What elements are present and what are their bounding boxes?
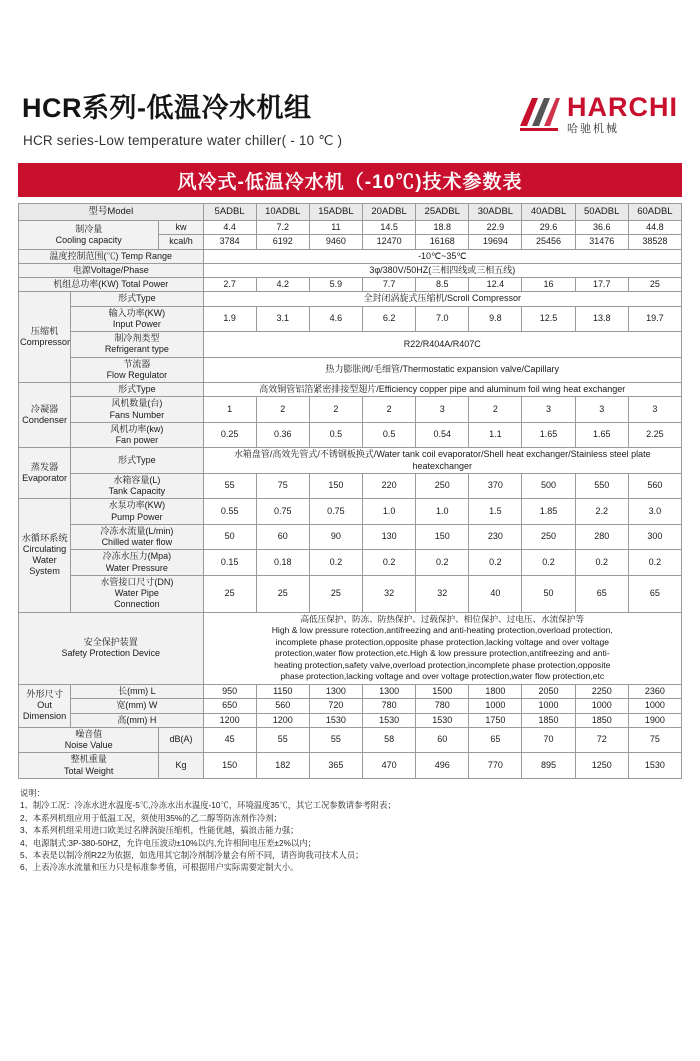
fan-power-value: 0.5 <box>363 422 416 448</box>
label-weight: 整机重量 Total Weight <box>19 753 159 779</box>
row-evaporator-type <box>19 448 682 474</box>
chilled-flow-value: 150 <box>416 524 469 550</box>
group-condenser: 冷凝器 Condenser <box>19 383 71 448</box>
cooling-kcal-value: 12470 <box>363 235 416 249</box>
total-power-value: 17.7 <box>575 278 628 292</box>
total-power-value: 12.4 <box>469 278 522 292</box>
row-flow-regulator <box>19 357 682 383</box>
harchi-logo-icon <box>518 96 560 134</box>
label-evaporator-type: 形式Type <box>71 448 203 474</box>
height-value: 1750 <box>469 713 522 727</box>
group-out-dimension: 外形尺寸 Out Dimension <box>19 685 71 728</box>
page-title: HCR系列-低温冷水机组 <box>22 93 312 123</box>
value-compressor-type: 全封闭涡旋式压缩机/Scroll Compressor <box>203 292 681 306</box>
cooling-kw-value: 36.6 <box>575 221 628 235</box>
notes-title: 说明： <box>20 787 45 798</box>
length-value: 2250 <box>575 685 628 699</box>
weight-value: 182 <box>256 753 309 779</box>
noise-value: 65 <box>469 727 522 753</box>
row-chilled-flow <box>19 524 682 550</box>
pump-power-value: 1.85 <box>522 499 575 525</box>
row-safety-device <box>19 612 682 685</box>
noise-value: 55 <box>309 727 362 753</box>
fans-number-value: 2 <box>469 397 522 423</box>
fan-power-value: 1.65 <box>575 422 628 448</box>
noise-value: 75 <box>628 727 681 753</box>
pipe-connection-value: 25 <box>203 575 256 612</box>
input-power-value: 1.9 <box>203 306 256 332</box>
unit-kcal: kcal/h <box>159 235 203 249</box>
table-header-row <box>19 204 682 221</box>
fans-number-value: 1 <box>203 397 256 423</box>
tank-capacity-value: 55 <box>203 473 256 499</box>
pipe-connection-value: 32 <box>363 575 416 612</box>
pump-power-value: 1.5 <box>469 499 522 525</box>
label-fan-power: 风机功率(kw) Fan power <box>71 422 203 448</box>
length-value: 1500 <box>416 685 469 699</box>
water-pressure-value: 0.2 <box>575 550 628 576</box>
fans-number-value: 2 <box>309 397 362 423</box>
section-banner: 风冷式-低温冷水机（-10℃)技术参数表 <box>18 163 682 197</box>
group-evaporator: 蒸发器 Evaporator <box>19 448 71 499</box>
total-power-value: 16 <box>522 278 575 292</box>
tank-capacity-value: 370 <box>469 473 522 499</box>
pump-power-value: 0.75 <box>256 499 309 525</box>
label-tank-capacity: 水箱容量(L) Tank Capacity <box>71 473 203 499</box>
note-item: 4、电源制式:3P-380-50HZ，允许电压波动±10%以内,允许相间电压差±2%以内； <box>20 837 316 848</box>
label-condenser-type: 形式Type <box>71 383 203 397</box>
unit-kw: kw <box>159 221 203 235</box>
pipe-connection-value: 65 <box>575 575 628 612</box>
label-total-power: 机组总功率(KW) Total Power <box>19 278 204 292</box>
row-cooling-kw <box>19 221 682 235</box>
total-power-value: 2.7 <box>203 278 256 292</box>
length-value: 1800 <box>469 685 522 699</box>
row-total-power <box>19 278 682 292</box>
weight-value: 365 <box>309 753 362 779</box>
value-condenser-type: 高效铜管铝箔紧密排接型翅片/Efficiency copper pipe and aluminum foil wing heat exchanger <box>203 383 681 397</box>
height-value: 1850 <box>522 713 575 727</box>
row-pump-power <box>19 499 682 525</box>
input-power-value: 7.0 <box>416 306 469 332</box>
row-refrigerant <box>19 332 682 358</box>
chilled-flow-value: 130 <box>363 524 416 550</box>
length-value: 950 <box>203 685 256 699</box>
input-power-value: 4.6 <box>309 306 362 332</box>
note-item: 5、本表是以制冷剂R22为依据，如选用其它制冷剂制冷量会有所不同，请咨询我司技术人员； <box>20 850 364 860</box>
fan-power-value: 0.25 <box>203 422 256 448</box>
label-chilled-flow: 冷冻水流量(L/min) Chilled water flow <box>71 524 203 550</box>
cooling-kcal-value: 9460 <box>309 235 362 249</box>
unit-weight: Kg <box>159 753 203 779</box>
model-name: 60ADBL <box>628 204 681 221</box>
width-value: 1000 <box>628 699 681 713</box>
model-name: 25ADBL <box>416 204 469 221</box>
value-safety-device: 高低压保护、防冻、防热保护、过载保护、相位保护、过电压、水流保护等 High & low pressure rotection,antifreezing and anti-heating protection,overload protection, incomplete phase protection,opposite phase protection,lacking voltage and over voltage protection,water flow protection,etc.High & low pressure protection,antifreezing and anti- heating protection,safety valve,overload protection,incomplete phase protection,opposite phase protection,lacking voltage and over voltage protection,water flow protection,etc <box>203 612 681 685</box>
value-temp-range: -10℃~35℃ <box>203 249 681 263</box>
label-fans-number: 风机数量(台) Fans Number <box>71 397 203 423</box>
pump-power-value: 0.55 <box>203 499 256 525</box>
model-name: 15ADBL <box>309 204 362 221</box>
input-power-value: 9.8 <box>469 306 522 332</box>
note-item: 1、制冷工况：冷冻水进水温度-5℃,冷冻水出水温度-10℃，环境温度35℃，其它工况参数请参考附表； <box>20 800 396 811</box>
notes-block <box>18 787 682 874</box>
fan-power-value: 1.1 <box>469 422 522 448</box>
label-refrigerant: 制冷剂类型 Refrigerant type <box>71 332 203 358</box>
note-item: 3、本系列机组采用进口欧美过名牌涡旋压缩机，性能优越，搞浪击能力强； <box>20 825 299 836</box>
row-condenser-type <box>19 383 682 397</box>
weight-value: 770 <box>469 753 522 779</box>
weight-value: 895 <box>522 753 575 779</box>
note-item: 6、上表冷冻水流量和压力只是标准参考值，可根据用户实际需要定制大小。 <box>20 862 299 873</box>
group-cooling-capacity: 制冷量 Cooling capacity <box>19 221 159 250</box>
group-compressor: 压缩机 Compressor <box>19 292 71 383</box>
fan-power-value: 0.54 <box>416 422 469 448</box>
label-noise: 噪音值 Noise Value <box>19 727 159 753</box>
label-height: 高(mm) H <box>71 713 203 727</box>
row-noise <box>19 727 682 753</box>
brand-subname: 哈驰机械 <box>567 123 619 135</box>
spec-table <box>18 203 682 779</box>
height-value: 1530 <box>363 713 416 727</box>
noise-value: 70 <box>522 727 575 753</box>
height-value: 1200 <box>256 713 309 727</box>
model-name: 40ADBL <box>522 204 575 221</box>
width-value: 780 <box>363 699 416 713</box>
label-input-power: 输入功率(KW) Input Power <box>71 306 203 332</box>
total-power-value: 8.5 <box>416 278 469 292</box>
note-item: 2、本系列机组应用于低温工况，须使用35%的乙二醇等防冻剂作冷剂； <box>20 812 282 823</box>
pipe-connection-value: 25 <box>256 575 309 612</box>
brand-logo <box>518 94 678 135</box>
value-flow-regulator: 热力膨胀阀/毛细管/Thermostatic expansion valve/Capillary <box>203 357 681 383</box>
cooling-kw-value: 11 <box>309 221 362 235</box>
cooling-kw-value: 14.5 <box>363 221 416 235</box>
label-pipe-connection: 水管接口尺寸(DN) Water Pipe Connection <box>71 575 203 612</box>
label-temp-range: 温度控制范围(℃) Temp Range <box>19 249 204 263</box>
input-power-value: 3.1 <box>256 306 309 332</box>
width-value: 560 <box>256 699 309 713</box>
fan-power-value: 2.25 <box>628 422 681 448</box>
noise-value: 72 <box>575 727 628 753</box>
row-fans-number <box>19 397 682 423</box>
value-evaporator-type: 水箱盘管/高效先管式/不锈钢板换式/Water tank coil evaporator/Shell heat exchanger/Stainless steel plate heatexchanger <box>203 448 681 474</box>
fans-number-value: 2 <box>363 397 416 423</box>
water-pressure-value: 0.2 <box>628 550 681 576</box>
fans-number-value: 3 <box>575 397 628 423</box>
pump-power-value: 2.2 <box>575 499 628 525</box>
width-value: 720 <box>309 699 362 713</box>
spec-table-body <box>19 204 682 779</box>
input-power-value: 6.2 <box>363 306 416 332</box>
pipe-connection-value: 65 <box>628 575 681 612</box>
width-value: 650 <box>203 699 256 713</box>
width-value: 1000 <box>575 699 628 713</box>
row-voltage <box>19 263 682 277</box>
value-refrigerant: R22/R404A/R407C <box>203 332 681 358</box>
fans-number-value: 3 <box>522 397 575 423</box>
row-height <box>19 713 682 727</box>
tank-capacity-value: 220 <box>363 473 416 499</box>
length-value: 1150 <box>256 685 309 699</box>
cooling-kcal-value: 25456 <box>522 235 575 249</box>
label-pump-power: 水泵功率(KW) Pump Power <box>71 499 203 525</box>
total-power-value: 7.7 <box>363 278 416 292</box>
chilled-flow-value: 280 <box>575 524 628 550</box>
width-value: 1000 <box>469 699 522 713</box>
weight-value: 1250 <box>575 753 628 779</box>
water-pressure-value: 0.15 <box>203 550 256 576</box>
pump-power-value: 0.75 <box>309 499 362 525</box>
cooling-kcal-value: 6192 <box>256 235 309 249</box>
chilled-flow-value: 300 <box>628 524 681 550</box>
chilled-flow-value: 230 <box>469 524 522 550</box>
total-power-value: 25 <box>628 278 681 292</box>
cooling-kw-value: 7.2 <box>256 221 309 235</box>
chilled-flow-value: 90 <box>309 524 362 550</box>
page-subtitle: HCR series-Low temperature water chiller( - 10 ℃ ) <box>23 133 343 148</box>
pipe-connection-value: 40 <box>469 575 522 612</box>
fans-number-value: 2 <box>256 397 309 423</box>
chilled-flow-value: 50 <box>203 524 256 550</box>
model-name: 50ADBL <box>575 204 628 221</box>
water-pressure-value: 0.2 <box>363 550 416 576</box>
height-value: 1530 <box>309 713 362 727</box>
label-length: 长(mm) L <box>71 685 203 699</box>
cooling-kw-value: 44.8 <box>628 221 681 235</box>
pipe-connection-value: 50 <box>522 575 575 612</box>
row-length <box>19 685 682 699</box>
label-width: 宽(mm) W <box>71 699 203 713</box>
chilled-flow-value: 250 <box>522 524 575 550</box>
input-power-value: 19.7 <box>628 306 681 332</box>
height-value: 1900 <box>628 713 681 727</box>
group-water-system: 水循环系统 Circulating Water System <box>19 499 71 612</box>
document-page <box>0 86 700 874</box>
cooling-kw-value: 29.6 <box>522 221 575 235</box>
pump-power-value: 1.0 <box>416 499 469 525</box>
label-safety-device: 安全保护装置 Safety Protection Device <box>19 612 204 685</box>
water-pressure-value: 0.2 <box>469 550 522 576</box>
fans-number-value: 3 <box>416 397 469 423</box>
tank-capacity-value: 550 <box>575 473 628 499</box>
pipe-connection-value: 25 <box>309 575 362 612</box>
tank-capacity-value: 75 <box>256 473 309 499</box>
tank-capacity-value: 560 <box>628 473 681 499</box>
water-pressure-value: 0.18 <box>256 550 309 576</box>
cooling-kcal-value: 19694 <box>469 235 522 249</box>
row-tank-capacity <box>19 473 682 499</box>
height-value: 1200 <box>203 713 256 727</box>
row-compressor-type <box>19 292 682 306</box>
label-voltage: 电源Voltage/Phase <box>19 263 204 277</box>
total-power-value: 4.2 <box>256 278 309 292</box>
value-voltage: 3φ/380V/50HZ(三相四线或三相五线) <box>203 263 681 277</box>
noise-value: 60 <box>416 727 469 753</box>
row-water-pressure <box>19 550 682 576</box>
length-value: 1300 <box>309 685 362 699</box>
label-compressor-type: 形式Type <box>71 292 203 306</box>
row-weight <box>19 753 682 779</box>
length-value: 2050 <box>522 685 575 699</box>
cooling-kcal-value: 31476 <box>575 235 628 249</box>
model-name: 5ADBL <box>203 204 256 221</box>
total-power-value: 5.9 <box>309 278 362 292</box>
tank-capacity-value: 500 <box>522 473 575 499</box>
brand-name: HARCHI <box>567 92 678 122</box>
row-fan-power <box>19 422 682 448</box>
height-value: 1530 <box>416 713 469 727</box>
weight-value: 150 <box>203 753 256 779</box>
row-input-power <box>19 306 682 332</box>
width-value: 780 <box>416 699 469 713</box>
model-name: 30ADBL <box>469 204 522 221</box>
pipe-connection-value: 32 <box>416 575 469 612</box>
tank-capacity-value: 150 <box>309 473 362 499</box>
width-value: 1000 <box>522 699 575 713</box>
fan-power-value: 0.5 <box>309 422 362 448</box>
tank-capacity-value: 250 <box>416 473 469 499</box>
cooling-kw-value: 22.9 <box>469 221 522 235</box>
pump-power-value: 3.0 <box>628 499 681 525</box>
cooling-kw-value: 18.8 <box>416 221 469 235</box>
label-flow-regulator: 节流器 Flow Regulator <box>71 357 203 383</box>
cooling-kcal-value: 38528 <box>628 235 681 249</box>
label-water-pressure: 冷冻水压力(Mpa) Water Pressure <box>71 550 203 576</box>
fan-power-value: 0.36 <box>256 422 309 448</box>
unit-noise: dB(A) <box>159 727 203 753</box>
water-pressure-value: 0.2 <box>309 550 362 576</box>
model-header: 型号Model <box>19 204 204 221</box>
noise-value: 58 <box>363 727 416 753</box>
length-value: 2360 <box>628 685 681 699</box>
row-pipe-connection <box>19 575 682 612</box>
cooling-kw-value: 4.4 <box>203 221 256 235</box>
height-value: 1850 <box>575 713 628 727</box>
noise-value: 45 <box>203 727 256 753</box>
weight-value: 470 <box>363 753 416 779</box>
water-pressure-value: 0.2 <box>416 550 469 576</box>
input-power-value: 13.8 <box>575 306 628 332</box>
pump-power-value: 1.0 <box>363 499 416 525</box>
model-name: 10ADBL <box>256 204 309 221</box>
cooling-kcal-value: 3784 <box>203 235 256 249</box>
water-pressure-value: 0.2 <box>522 550 575 576</box>
length-value: 1300 <box>363 685 416 699</box>
noise-value: 55 <box>256 727 309 753</box>
fans-number-value: 3 <box>628 397 681 423</box>
fan-power-value: 1.65 <box>522 422 575 448</box>
row-width <box>19 699 682 713</box>
model-name: 20ADBL <box>363 204 416 221</box>
weight-value: 1530 <box>628 753 681 779</box>
row-temp-range <box>19 249 682 263</box>
chilled-flow-value: 60 <box>256 524 309 550</box>
cooling-kcal-value: 16168 <box>416 235 469 249</box>
weight-value: 496 <box>416 753 469 779</box>
input-power-value: 12.5 <box>522 306 575 332</box>
